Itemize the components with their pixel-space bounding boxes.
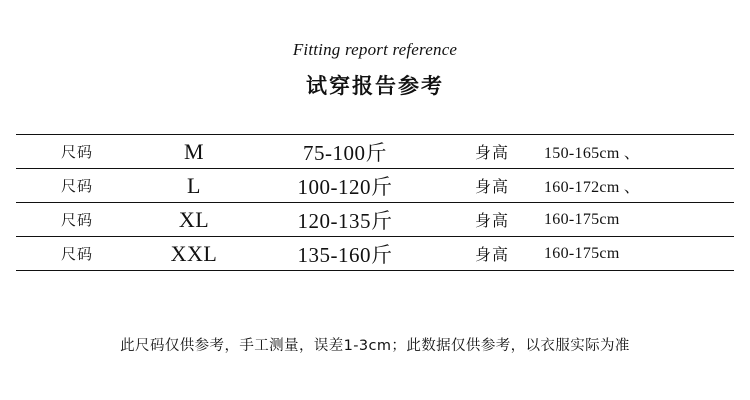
row-size: XXL <box>138 237 250 271</box>
title-chinese: 试穿报告参考 <box>306 74 444 98</box>
row-weight: 120-135斤 <box>250 203 440 237</box>
size-table <box>16 134 734 271</box>
row-weight: 100-120斤 <box>250 169 440 203</box>
row-height-label: 身高 <box>440 203 544 237</box>
row-height-label: 身高 <box>440 135 544 169</box>
table-row <box>16 237 734 271</box>
row-label: 尺码 <box>16 237 138 271</box>
row-size: M <box>138 135 250 169</box>
row-height: 150-165cm 、 <box>544 135 734 169</box>
row-size: L <box>138 169 250 203</box>
row-height: 160-175cm <box>544 237 734 271</box>
title-english: Fitting report reference <box>292 40 458 59</box>
table-row <box>16 203 734 237</box>
row-height: 160-175cm <box>544 203 734 237</box>
row-height: 160-172cm 、 <box>544 169 734 203</box>
size-table-wrapper <box>16 134 734 271</box>
row-weight: 75-100斤 <box>250 135 440 169</box>
row-label: 尺码 <box>16 135 138 169</box>
row-height-label: 身高 <box>440 169 544 203</box>
disclaimer-note: 此尺码仅供参考，手工测量，误差1-3cm；此数据仅供参考，以衣服实际为准 <box>120 338 630 354</box>
row-label: 尺码 <box>16 203 138 237</box>
row-weight: 135-160斤 <box>250 237 440 271</box>
row-height-label: 身高 <box>440 237 544 271</box>
title-block <box>0 0 750 100</box>
row-size: XL <box>138 203 250 237</box>
row-label: 尺码 <box>16 169 138 203</box>
table-row <box>16 169 734 203</box>
table-row <box>16 135 734 169</box>
